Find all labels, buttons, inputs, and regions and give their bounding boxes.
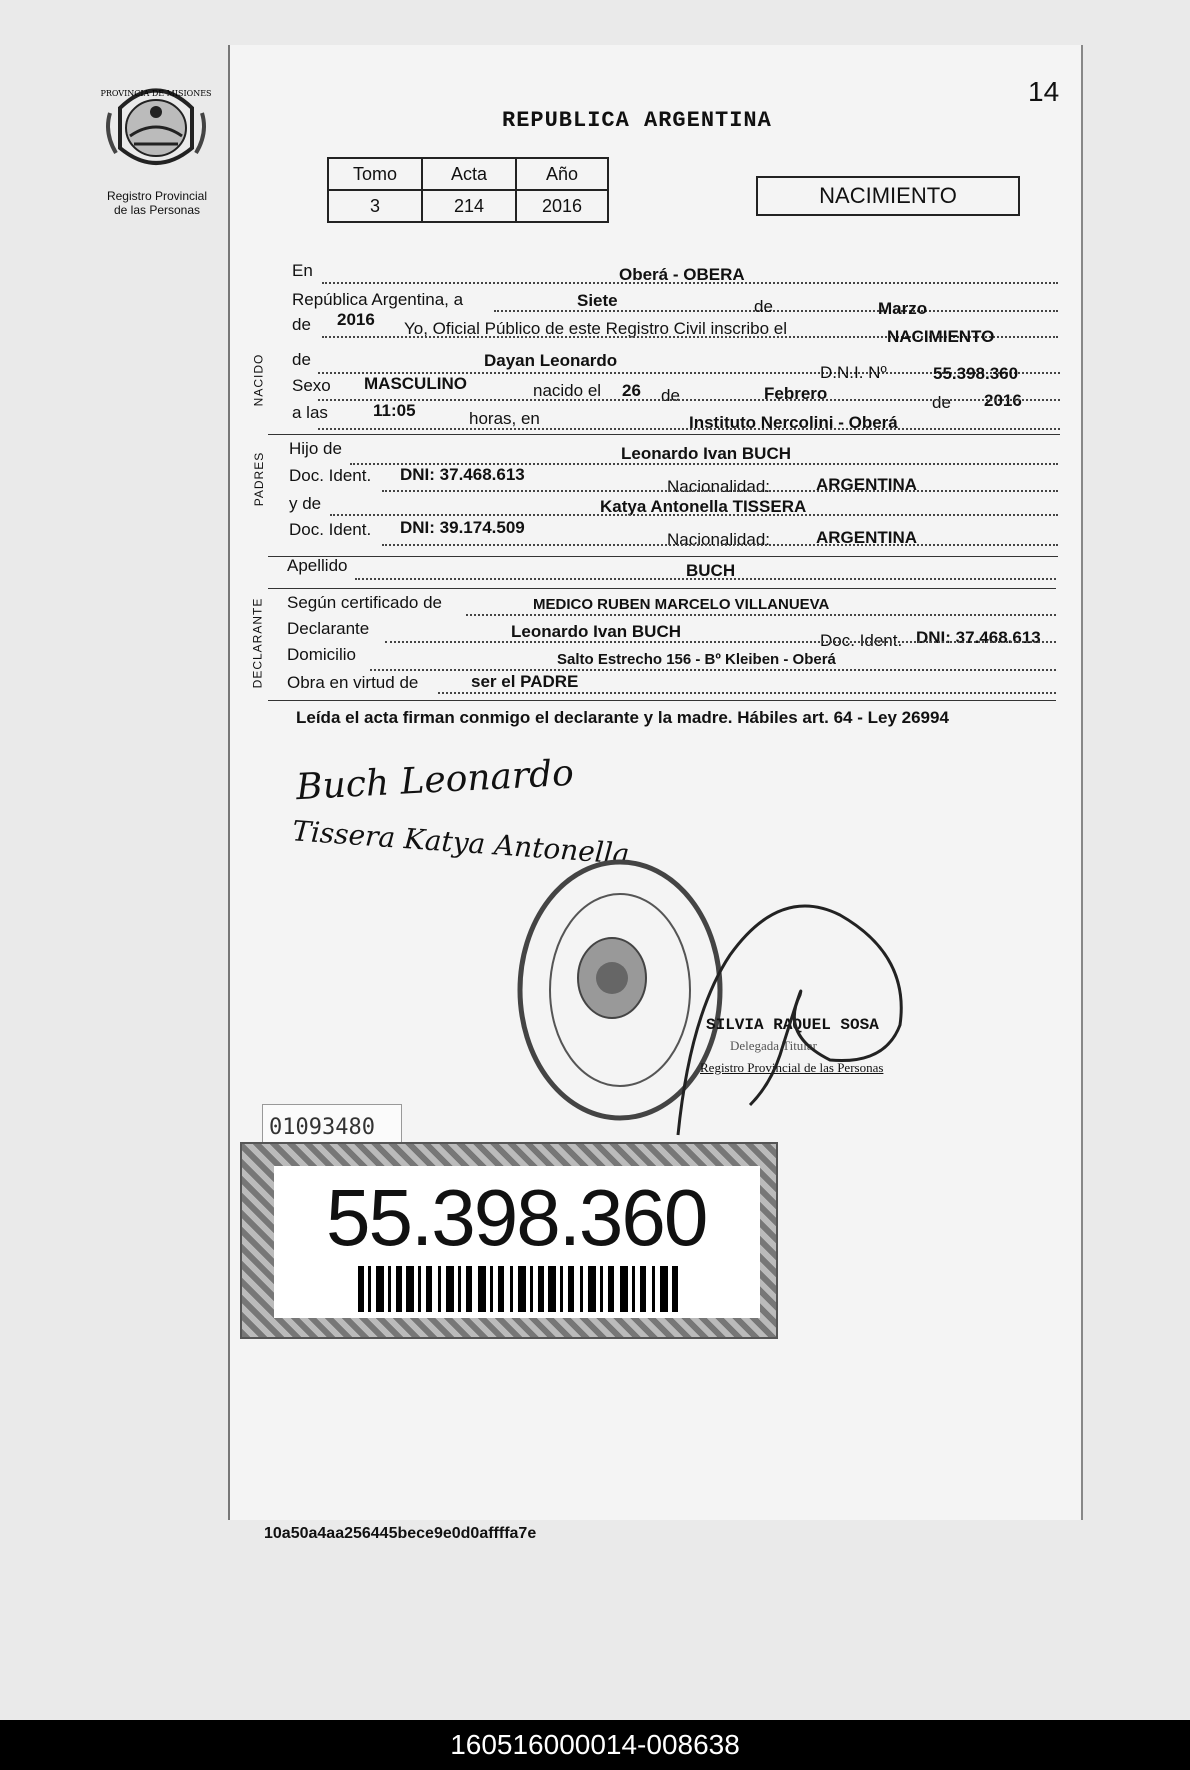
page-number: 14: [1028, 76, 1060, 107]
de-label: de: [661, 386, 680, 405]
dotted-line: [318, 399, 1060, 401]
dotted-line: [466, 614, 1056, 616]
domicilio-label: Domicilio: [287, 645, 356, 664]
certificado-label: Según certificado de: [287, 593, 442, 612]
birth-day: 26: [622, 381, 641, 400]
dotted-line: [318, 428, 1060, 430]
serial-number: 01093480: [262, 1104, 402, 1154]
table-header: Tomo: [328, 158, 422, 190]
doc-ident-label: Doc. Ident.: [820, 631, 903, 650]
table-cell: 214: [422, 190, 516, 222]
table-cell: 3: [328, 190, 422, 222]
signature-declarante: Buch Leonardo: [295, 752, 575, 809]
official-name: SILVIA RAQUEL SOSA: [706, 1016, 879, 1034]
barcode-dni: 55.398.360: [326, 1173, 707, 1262]
footer-id-bar: [0, 1720, 1190, 1770]
domicilio-value: Salto Estrecho 156 - Bº Kleiben - Oberá: [557, 651, 836, 668]
year-value: 2016: [337, 310, 375, 329]
dotted-line: [438, 692, 1056, 694]
dotted-line: [382, 490, 1058, 492]
doc-ident-label: Doc. Ident.: [289, 466, 372, 485]
a-las-label: a las: [292, 403, 328, 422]
dotted-line: [330, 514, 1058, 516]
de-label: de: [754, 297, 773, 316]
declarante-label: Declarante: [287, 619, 370, 638]
declarante-value: Leonardo Ivan BUCH: [511, 622, 682, 641]
declarante-doc: DNI: 37.468.613: [916, 628, 1041, 647]
section-label-declarante: DECLARANTE: [250, 597, 265, 689]
barcode-sticker: [240, 1142, 778, 1339]
footer-id: 160516000014-008638: [450, 1729, 740, 1760]
closing-statement: Leída el acta firman conmigo el declarante y la madre. Hábiles art. 64 - Ley 26994: [296, 708, 949, 727]
nacionalidad-label: Nacionalidad:: [667, 530, 771, 549]
en-label: En: [292, 261, 313, 280]
nacionalidad-label: Nacionalidad:: [667, 477, 771, 496]
document-hash: 10a50a4aa256445bece9e0d0affffa7e: [264, 1525, 537, 1542]
sexo-value: MASCULINO: [364, 374, 467, 393]
dotted-line: [370, 669, 1056, 671]
dni-label: D.N.I. Nº: [820, 363, 887, 382]
signature-madre: Tissera Katya Antonella: [291, 814, 631, 871]
official-signature: [670, 895, 930, 1145]
hijo-label: Hijo de: [289, 439, 342, 458]
father-name: Leonardo Ivan BUCH: [621, 444, 792, 463]
father-doc: DNI: 37.468.613: [400, 465, 525, 484]
child-name: Dayan Leonardo: [484, 351, 618, 370]
record-value: NACIMIENTO: [887, 327, 995, 346]
obra-value: ser el PADRE: [471, 672, 579, 691]
doc-ident-label: Doc. Ident.: [289, 520, 372, 539]
de-label: de: [292, 350, 311, 369]
obra-label: Obra en virtud de: [287, 673, 419, 692]
sexo-label: Sexo: [292, 376, 331, 395]
barcode-label: [274, 1166, 760, 1318]
nacido-el-label: nacido el: [533, 381, 602, 400]
apellido-label: Apellido: [287, 556, 348, 575]
registry-table: [327, 157, 609, 223]
table-header: Acta: [422, 158, 516, 190]
barcode-bars: [358, 1266, 678, 1312]
table-cell: 2016: [516, 190, 608, 222]
day-value: Siete: [577, 291, 618, 310]
dotted-line: [355, 578, 1056, 580]
place-value: Oberá - OBERA: [619, 265, 745, 284]
certificado-value: MEDICO RUBEN MARCELO VILLANUEVA: [533, 596, 830, 613]
officer-text: Yo, Oficial Público de este Registro Civil inscribo el: [404, 319, 787, 338]
dotted-line: [382, 544, 1058, 546]
birth-month: Febrero: [764, 384, 828, 403]
section-divider: [268, 700, 1056, 701]
birth-year: 2016: [984, 391, 1022, 410]
seal-ring-text: PROVINCIA DE MISIONES: [100, 89, 212, 98]
country-title: REPUBLICA ARGENTINA: [502, 108, 772, 133]
section-divider: [268, 556, 1058, 557]
republica-label: República Argentina, a: [292, 290, 464, 309]
table-header: Año: [516, 158, 608, 190]
de-label: de: [932, 393, 951, 412]
mother-nationality: ARGENTINA: [816, 528, 918, 547]
apellido-value: BUCH: [686, 561, 736, 580]
mother-name: Katya Antonella TISSERA: [600, 497, 807, 516]
section-label-padres: PADRES: [252, 451, 267, 507]
month-value: Marzo: [878, 299, 928, 318]
act-type-box: NACIMIENTO: [756, 176, 1020, 216]
birth-time: 11:05: [373, 401, 416, 420]
official-role: Delegada Titular: [730, 1038, 818, 1053]
birth-place: Instituto Nercolini - Oberá: [689, 413, 898, 432]
section-divider: [268, 434, 1060, 435]
y-de-label: y de: [289, 494, 322, 513]
section-label-nacido: NACIDO: [251, 353, 266, 407]
child-dni: 55.398.360: [933, 364, 1019, 383]
section-divider: [268, 588, 1056, 589]
horas-label: horas, en: [469, 409, 540, 428]
provincial-seal-logo: [100, 78, 212, 178]
de-label: de: [292, 315, 311, 334]
seal-caption: Registro Provincial de las Personas: [106, 189, 208, 217]
dotted-line: [385, 641, 1056, 643]
father-nationality: ARGENTINA: [816, 475, 918, 494]
mother-doc: DNI: 39.174.509: [400, 518, 525, 537]
official-org: Registro Provincial de las Personas: [700, 1060, 884, 1075]
